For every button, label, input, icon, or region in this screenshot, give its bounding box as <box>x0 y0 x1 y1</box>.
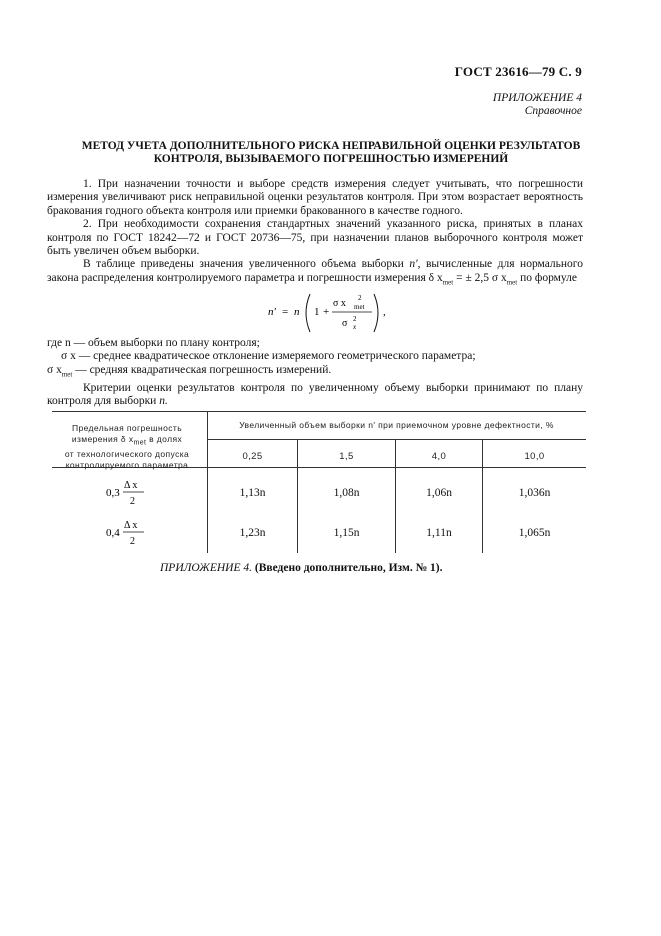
row-2-val-3: 1,065n <box>518 527 551 539</box>
table-top-border <box>52 411 586 412</box>
lh-line2a: измерения δ x <box>71 434 134 444</box>
formula-n: n <box>294 306 300 318</box>
row-2-fraction <box>104 517 154 549</box>
formula-one: 1 <box>314 306 320 318</box>
formula-plus: + <box>323 306 330 318</box>
level-2: 4,0 <box>431 451 447 462</box>
left-paren <box>306 294 310 332</box>
row-1-val-0: 1,13n <box>239 487 266 499</box>
section-title <box>60 140 602 165</box>
level-3: 10,0 <box>524 451 545 462</box>
row-1-coef: 0,3 <box>106 487 120 499</box>
paragraph-1: 1. При назначении точности и выборе средств измерения следует учитывать, что погрешности измерения увеличивают риск неправильной оценки результатов контроля. При этом возрастает вероятность бракования годного объекта контроля или приемки бракованного в качестве годного. <box>47 178 583 217</box>
row-1-val-3: 1,036n <box>518 487 551 499</box>
l3-sym: σ x <box>47 363 62 376</box>
nprime-symbol: n′ <box>409 258 418 271</box>
p3-text-c: по формуле <box>520 271 578 284</box>
page-header: ГОСТ 23616—79 С. 9 <box>454 64 582 79</box>
delta-expression <box>428 271 518 287</box>
row-1-val-2: 1,06n <box>426 487 452 499</box>
appendix-status: Справочное <box>524 105 582 117</box>
legend-criteria <box>47 382 583 409</box>
sample-size-table <box>52 411 586 553</box>
lh-line2 <box>52 434 202 449</box>
level-1: 1,5 <box>339 451 354 462</box>
row-2-frac-den: 2 <box>130 536 135 547</box>
row-2-coef: 0,4 <box>106 527 120 539</box>
l4-n: n. <box>159 394 168 407</box>
legend-sigma-x: σ x — среднее квадратическое отклонение измеряемого геометрического параметра; <box>61 350 476 363</box>
row-1-val-1: 1,08n <box>333 487 360 499</box>
table-top-header: Увеличенный объем выборки n′ при приемочном уровне дефектности, % <box>239 420 554 430</box>
title-line-2: КОНТРОЛЯ, ВЫЗЫВАЕМОГО ПОГРЕШНОСТЬЮ ИЗМЕРЕНИЙ <box>153 152 509 165</box>
formula-num-sub: met <box>354 303 365 311</box>
l4-text: Критерии оценки результатов контроля по увеличенному объему выборки принимают по плану контроля для выборки <box>47 381 583 407</box>
paragraph-2: 2. При необходимости сохранения стандартных значений указанного риска, принятых в планах контроля по ГОСТ 18242—72 и ГОСТ 20736—75, при назначении планов выборочного контроля может быть увеличен объем выборки. <box>47 218 583 258</box>
appendix-label: ПРИЛОЖЕНИЕ 4 <box>492 92 582 104</box>
paragraph-3 <box>47 258 583 289</box>
legend-n: где n — объем выборки по плану контроля; <box>47 337 260 349</box>
delta-sub2: met <box>506 278 518 287</box>
note-appendix: ПРИЛОЖЕНИЕ 4. <box>160 562 252 574</box>
l3-text: — средняя квадратическая погрешность измерений. <box>72 363 332 376</box>
row-1-frac-num: Δ x <box>124 480 138 491</box>
formula-lhs: n′ <box>268 306 276 318</box>
lh-line3: от технологического допуска <box>64 448 190 459</box>
table-left-header <box>52 423 202 471</box>
row-2-val-2: 1,11n <box>426 527 452 539</box>
formula-numerator: σ x <box>333 298 346 309</box>
lh-line4: контролируемого параметра <box>65 459 189 470</box>
row-2-val-0: 1,23n <box>239 527 266 539</box>
right-paren <box>374 294 378 332</box>
formula-den-sup: 2 <box>353 315 357 323</box>
table-subheader-border <box>207 439 586 440</box>
sample-size-formula <box>260 288 460 338</box>
note-amendment: (Введено дополнительно, Изм. № 1). <box>254 562 443 574</box>
p3-text-b: , вычисленные для нормального закона распределения контролируемого параметра и погрешности измерения <box>47 258 583 284</box>
lh-line2b: в долях <box>146 434 183 444</box>
lh-line1: Предельная погрешность <box>71 423 183 433</box>
appendix-label-block <box>493 92 582 118</box>
l3-sub: met <box>61 370 73 379</box>
row-2-frac-num: Δ x <box>124 520 138 531</box>
amendment-note <box>160 562 442 574</box>
lh-line2sub: met <box>133 439 147 447</box>
formula-eq: = <box>282 306 289 318</box>
delta-sub: met <box>442 278 454 287</box>
formula-num-sup: 2 <box>358 294 362 302</box>
row-1-fraction <box>104 477 154 509</box>
body-text <box>47 178 583 290</box>
row-2-val-1: 1,15n <box>333 527 360 539</box>
delta-rest: = ± 2,5 σ x <box>453 271 507 284</box>
formula-tail: , <box>383 306 386 318</box>
p3-text-a: В таблице приведены значения увеличенного объема выборки <box>83 258 404 271</box>
legend-text <box>47 337 583 408</box>
row-1-frac-den: 2 <box>130 496 135 507</box>
delta-expr: δ x <box>428 271 443 284</box>
level-0: 0,25 <box>242 451 263 462</box>
title-line-1: МЕТОД УЧЕТА ДОПОЛНИТЕЛЬНОГО РИСКА НЕПРАВИЛЬНОЙ ОЦЕНКИ РЕЗУЛЬТАТОВ <box>81 140 581 152</box>
formula-denominator: σ <box>342 318 348 329</box>
legend-sigma-met <box>47 364 583 382</box>
formula-den-sub: x <box>353 323 357 331</box>
